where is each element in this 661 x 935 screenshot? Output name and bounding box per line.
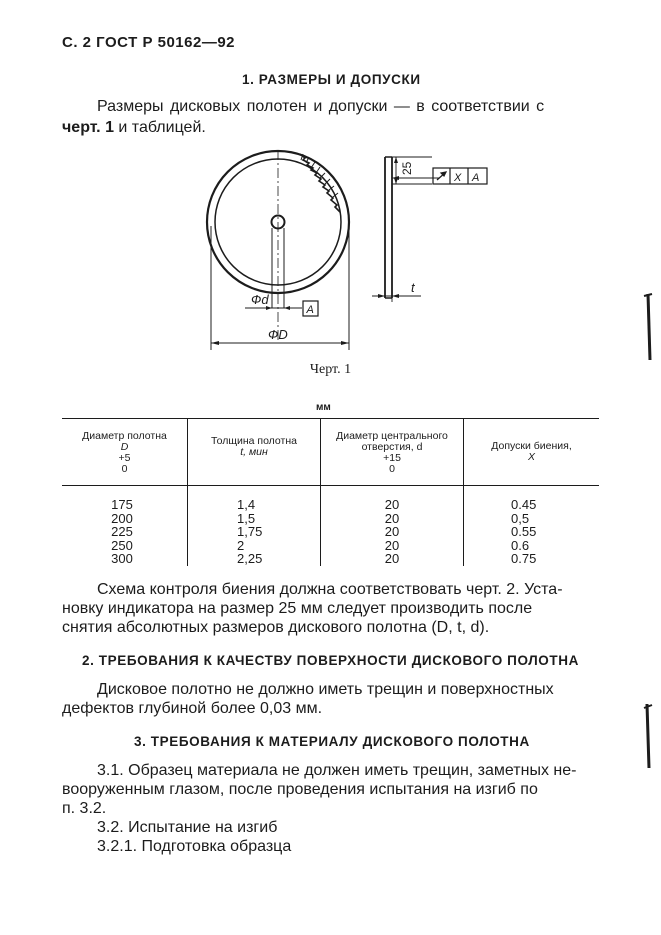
table-cell: 250 — [111, 537, 133, 553]
section-1-text-tail: и таблицей. — [113, 119, 206, 136]
table-cell: 0.55 — [511, 524, 537, 540]
col-header-bore-tol-bot: 0 — [389, 463, 395, 475]
col-diameter-values — [62, 498, 182, 566]
table-cell: 300 — [111, 551, 133, 567]
dim-25: 25 — [400, 161, 414, 175]
table-cell: 175 — [111, 497, 133, 512]
table-cell: 2 — [237, 537, 245, 553]
col-header-thickness-unit: t, мин — [240, 446, 268, 458]
table-cell: 20 — [384, 510, 400, 526]
table-cell: 2,25 — [237, 551, 263, 567]
col-header-bore-label2: отверстия, d — [361, 441, 423, 453]
frame-x: X — [454, 172, 462, 184]
drawing-caption: Черт. 1 — [309, 362, 352, 377]
section-2-text-line2: дефектов глубиной более 0,03 мм. — [62, 700, 323, 717]
scan-margin-marks — [630, 280, 661, 780]
table-cell: 20 — [384, 497, 400, 512]
col-thickness-values — [237, 498, 297, 566]
section-3-text-line5: 3.2.1. Подготовка образца — [97, 838, 292, 855]
table-cell: 20 — [384, 551, 400, 567]
section-1-text-line1: Размеры дисковых полотен и допуски — в соответствии с — [97, 98, 545, 115]
runout-text-line2: новку индикатора на размер 25 мм следует производить после — [62, 600, 533, 617]
col-header-runout-label: Допуски биения, — [491, 440, 572, 452]
page-header: С. 2 ГОСТ Р 50162—92 — [62, 34, 236, 51]
col-header-diameter-symbol: D — [120, 441, 129, 453]
section-2-title: 2. ТРЕБОВАНИЯ К КАЧЕСТВУ ПОВЕРХНОСТИ ДИСКОВОГО ПОЛОТНА — [82, 653, 579, 668]
col-header-bore-label1: Диаметр центрального — [336, 430, 448, 442]
table-units: мм — [316, 402, 331, 413]
section-3-text-line1: 3.1. Образец материала не должен иметь трещин, заметных не- — [97, 762, 577, 779]
label-t: t — [411, 280, 415, 295]
section-3-title: 3. ТРЕБОВАНИЯ К МАТЕРИАЛУ ДИСКОВОГО ПОЛОТНА — [134, 734, 530, 749]
table-cell: 0,5 — [511, 510, 530, 526]
table-cell: 20 — [384, 524, 400, 540]
label-d: Фd — [251, 292, 269, 307]
col-header-diameter-tol-top: +5 — [118, 452, 131, 464]
col-header-diameter-tol-bot: 0 — [121, 463, 128, 475]
drawing-reference: черт. 1 — [62, 119, 114, 136]
table-cell: 200 — [111, 510, 133, 526]
section-3-text-line2: вооруженным глазом, после проведения испытания на изгиб по — [62, 781, 538, 798]
col-header-thickness — [188, 436, 320, 458]
datum-a: A — [306, 304, 314, 316]
table-cell: 0.75 — [511, 551, 537, 567]
runout-text-line3: снятия абсолютных размеров дискового полотна (D, t, d). — [62, 619, 490, 636]
table-cell: 1,4 — [237, 497, 256, 512]
col-header-thickness-label: Толщина полотна — [211, 435, 297, 447]
section-3-text-line4: 3.2. Испытание на изгиб — [97, 819, 278, 836]
runout-text-line1: Схема контроля биения должна соответствовать черт. 2. Уста- — [97, 581, 563, 598]
label-D: ФD — [268, 327, 288, 342]
col-header-runout-symbol: X — [527, 451, 535, 463]
table-cell: 0.6 — [511, 537, 530, 553]
col-header-bore — [321, 431, 463, 475]
col-header-diameter-label: Диаметр полотна — [82, 430, 167, 442]
table-top-border — [62, 418, 599, 419]
table-cell: 20 — [384, 537, 400, 553]
col-bore-values — [321, 498, 463, 566]
section-1-title: 1. РАЗМЕРЫ И ДОПУСКИ — [242, 72, 421, 87]
table-cell: 1,75 — [237, 524, 263, 540]
col-runout-values — [511, 498, 571, 566]
section-3-text-line3: п. 3.2. — [62, 800, 107, 817]
col-header-diameter — [62, 431, 187, 475]
runout-symbol-icon — [437, 172, 446, 180]
frame-a: A — [472, 172, 480, 184]
table-cell: 0.45 — [511, 497, 537, 512]
section-2-text-line1: Дисковое полотно не должно иметь трещин и поверхностных — [97, 681, 554, 698]
table-cell: 1,5 — [237, 510, 256, 526]
col-header-bore-tol-top: +15 — [383, 452, 401, 464]
col-header-runout — [464, 441, 599, 463]
table-header-border — [62, 485, 599, 486]
table-cell: 225 — [111, 524, 133, 540]
